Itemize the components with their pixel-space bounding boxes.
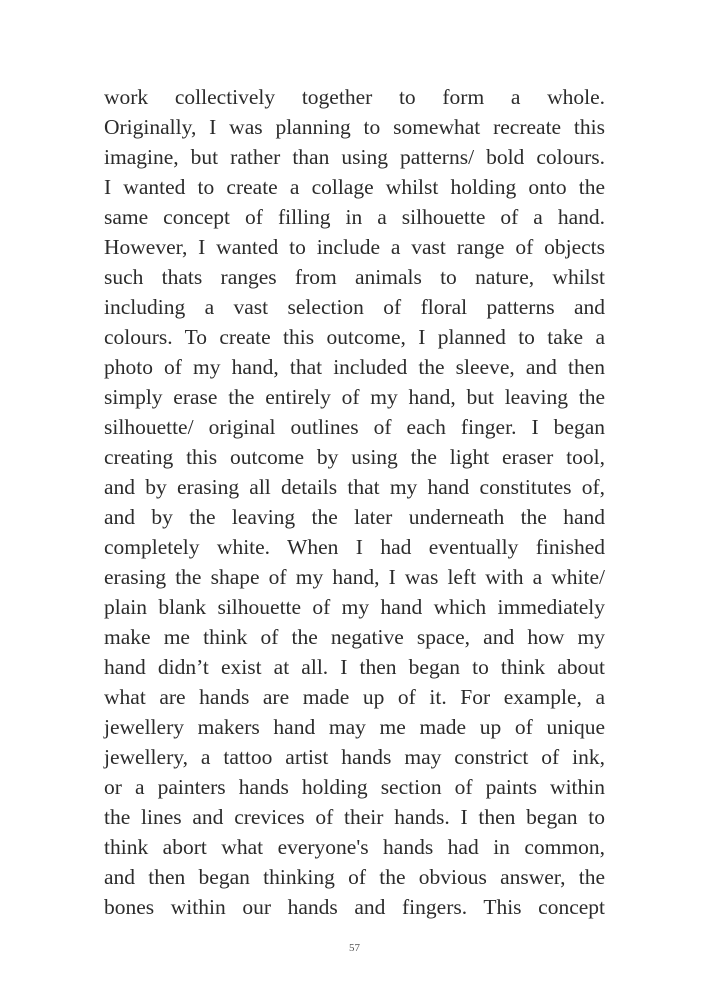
text-line: jewellery, a tattoo artist hands may constrict of ink,: [104, 745, 605, 769]
text-line: hand didn’t exist at all. I then began to think about: [104, 655, 605, 679]
text-line: imagine, but rather than using patterns/ bold colours.: [104, 145, 605, 169]
text-line: the lines and crevices of their hands. I then began to: [104, 805, 605, 829]
text-line: photo of my hand, that included the sleeve, and then: [104, 355, 605, 379]
page-number: 57: [349, 942, 360, 954]
text-line: completely white. When I had eventually finished: [104, 535, 605, 559]
text-line: or a painters hands holding section of paints within: [104, 775, 605, 799]
text-line: I wanted to create a collage whilst holding onto the: [104, 175, 605, 199]
text-line: creating this outcome by using the light eraser tool,: [104, 445, 605, 469]
text-line: simply erase the entirely of my hand, but leaving the: [104, 385, 605, 409]
body-paragraph: [104, 82, 605, 922]
text-line: make me think of the negative space, and how my: [104, 625, 605, 649]
text-line: same concept of filling in a silhouette of a hand.: [104, 205, 605, 229]
text-line: what are hands are made up of it. For example, a: [104, 685, 605, 709]
text-line: However, I wanted to include a vast range of objects: [104, 235, 605, 259]
text-line: bones within our hands and fingers. This concept: [104, 895, 605, 919]
text-line: such thats ranges from animals to nature, whilst: [104, 265, 605, 289]
text-line: including a vast selection of floral patterns and: [104, 295, 605, 319]
text-line: and by the leaving the later underneath the hand: [104, 505, 605, 529]
text-line: work collectively together to form a whole.: [104, 85, 605, 109]
text-line: and by erasing all details that my hand constitutes of,: [104, 475, 605, 499]
text-line: think abort what everyone's hands had in common,: [104, 835, 605, 859]
text-line: colours. To create this outcome, I planned to take a: [104, 325, 605, 349]
text-line: plain blank silhouette of my hand which immediately: [104, 595, 605, 619]
text-line: Originally, I was planning to somewhat recreate this: [104, 115, 605, 139]
text-line: jewellery makers hand may me made up of unique: [104, 715, 605, 739]
text-line: and then began thinking of the obvious answer, the: [104, 865, 605, 889]
text-line: silhouette/ original outlines of each finger. I began: [104, 415, 605, 439]
text-line: erasing the shape of my hand, I was left with a white/: [104, 565, 605, 589]
